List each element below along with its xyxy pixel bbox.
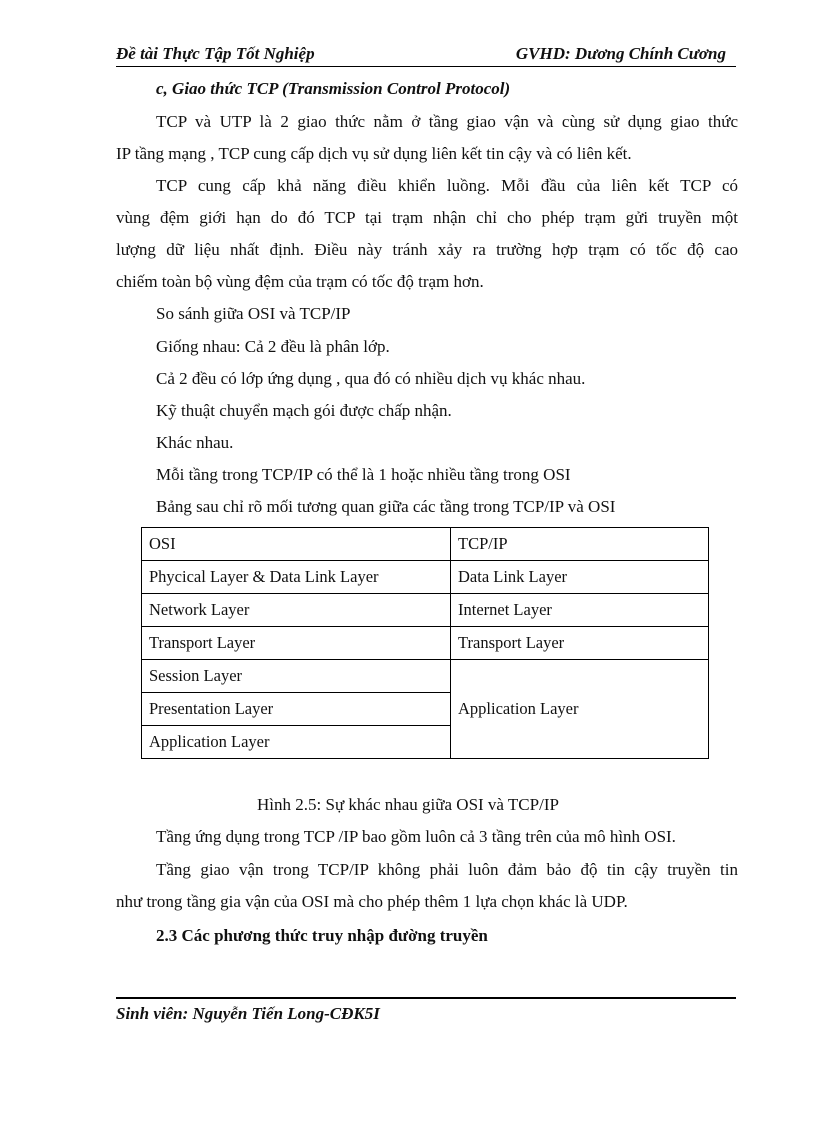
difference-heading: Khác nhau. [156, 433, 234, 452]
similarity-line-3: Kỹ thuật chuyển mạch gói được chấp nhận. [156, 401, 452, 420]
header-divider [116, 66, 736, 67]
compare-heading: So sánh giữa OSI và TCP/IP [156, 304, 351, 323]
after-paragraph-2-line-2: như trong tầng gia vận của OSI mà cho phép thêm 1 lựa chọn khác là UDP. [116, 892, 628, 911]
header-advisor: GVHD: Dương Chính Cương [515, 44, 726, 63]
table-row [142, 561, 709, 594]
page-footer: Sinh viên: Nguyễn Tiến Long-CĐK5I [116, 1004, 380, 1023]
similarity-heading: Giống nhau: Cả 2 đều là phân lớp. [156, 337, 390, 356]
paragraph-1-line-2: IP tầng mạng , TCP cung cấp dịch vụ sử dụng liên kết tin cậy và có liên kết. [116, 144, 632, 163]
table-cell-tcpip: Data Link Layer [451, 561, 709, 594]
after-paragraph-1: Tầng ứng dụng trong TCP /IP bao gồm luôn cả 3 tầng trên của mô hình OSI. [156, 827, 676, 846]
header-thesis-title: Đề tài Thực Tập Tốt Nghiệp [116, 44, 315, 63]
table-row [142, 627, 709, 660]
table-cell-tcpip-merged: Application Layer [451, 660, 709, 759]
table-cell-osi: Presentation Layer [142, 693, 451, 726]
page-header [116, 44, 736, 68]
section-title: c, Giao thức TCP (Transmission Control Protocol) [156, 79, 511, 98]
table-header-osi: OSI [142, 528, 451, 561]
table-header-row [142, 528, 709, 561]
paragraph-2-line-1: TCP cung cấp khả năng điều khiển luồng. Mỗi đầu của liên kết TCP có [156, 176, 738, 195]
figure-caption: Hình 2.5: Sự khác nhau giữa OSI và TCP/IP [257, 795, 559, 814]
table-cell-tcpip: Internet Layer [451, 594, 709, 627]
table-cell-tcpip: Transport Layer [451, 627, 709, 660]
osi-tcpip-table [141, 527, 709, 759]
table-intro: Bảng sau chỉ rõ mối tương quan giữa các tầng trong TCP/IP và OSI [156, 497, 616, 516]
difference-line-2: Mỗi tầng trong TCP/IP có thể là 1 hoặc nhiều tầng trong OSI [156, 465, 571, 484]
table-cell-osi: Network Layer [142, 594, 451, 627]
table-cell-osi: Session Layer [142, 660, 451, 693]
table-cell-osi: Application Layer [142, 726, 451, 759]
after-paragraph-2-line-1: Tầng giao vận trong TCP/IP không phải luôn đảm bảo độ tin cậy truyền tin [156, 860, 738, 879]
table-row [142, 594, 709, 627]
paragraph-1-line-1: TCP và UTP là 2 giao thức nằm ở tầng giao vận và cùng sử dụng giao thức [156, 112, 738, 131]
table-cell-osi: Transport Layer [142, 627, 451, 660]
table-row [142, 660, 709, 693]
similarity-line-2: Cả 2 đều có lớp ứng dụng , qua đó có nhiều dịch vụ khác nhau. [156, 369, 586, 388]
footer-divider [116, 997, 736, 999]
table-header-tcpip: TCP/IP [451, 528, 709, 561]
paragraph-2-line-2: vùng đệm giới hạn do đó TCP tại trạm nhận chỉ cho phép trạm gửi truyền một [116, 208, 738, 227]
table-cell-osi: Phycical Layer & Data Link Layer [142, 561, 451, 594]
paragraph-2-line-4: chiếm toàn bộ vùng đệm của trạm có tốc độ trạm hơn. [116, 272, 484, 291]
paragraph-2-line-3: lượng dữ liệu nhất định. Điều này tránh xảy ra trường hợp trạm có tốc độ cao [116, 240, 738, 259]
subheading: 2.3 Các phương thức truy nhập đường truyền [156, 926, 488, 945]
